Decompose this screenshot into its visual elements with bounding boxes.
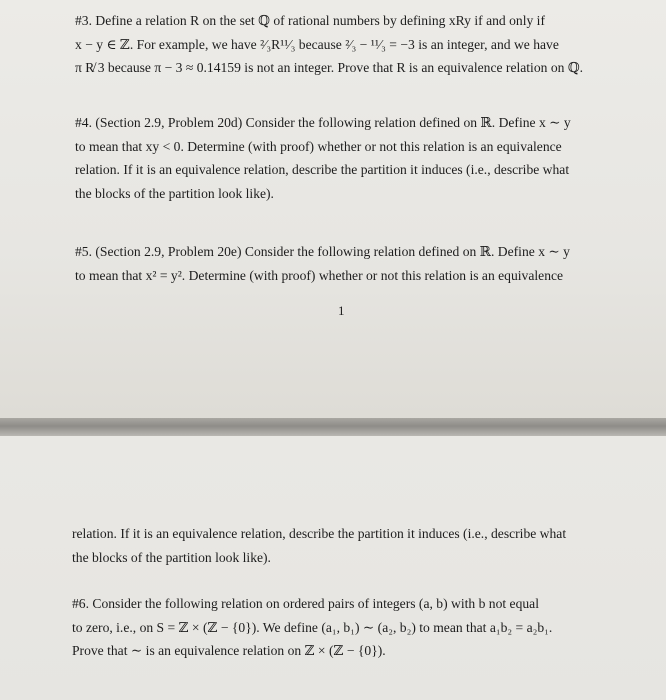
problem-6-line-3: Prove that ∼ is an equivalence relation on ℤ × (ℤ − {0}). bbox=[72, 643, 386, 658]
problem-4-line-1: #4. (Section 2.9, Problem 20d) Consider the following relation defined on ℝ. Define x ∼ y bbox=[75, 115, 571, 130]
problem-5-line-1: #5. (Section 2.9, Problem 20e) Consider the following relation defined on ℝ. Define x ∼ y bbox=[75, 244, 570, 259]
problem-4-line-3: relation. If it is an equivalence relation, describe the partition it induces (i.e., describe what bbox=[75, 162, 570, 177]
problem-5-line-2: to mean that x² = y². Determine (with proof) whether or not this relation is an equivalence bbox=[75, 267, 564, 283]
page-gap bbox=[0, 418, 666, 436]
problem-5-continued-line-1: relation. If it is an equivalence relation, describe the partition it induces (i.e., describe what bbox=[72, 526, 567, 541]
problem-4-line-2: to mean that xy < 0. Determine (with proof) whether or not this relation is an equivalence bbox=[75, 138, 562, 154]
problem-3-line-1: #3. Define a relation R on the set ℚ of rational numbers by defining xRy if and only if bbox=[75, 13, 545, 28]
problem-5-continued bbox=[72, 522, 566, 569]
problem-5-continued-line-2: the blocks of the partition look like). bbox=[72, 549, 271, 565]
problem-4 bbox=[75, 111, 571, 205]
page-number: 1 bbox=[338, 303, 345, 318]
document-page-bottom bbox=[0, 436, 666, 700]
problem-3 bbox=[75, 9, 583, 80]
problem-3-line-3: π R̸ 3 because π − 3 ≈ 0.14159 is not an integer. Prove that R is an equivalence relation on ℚ. bbox=[75, 60, 584, 75]
problem-5 bbox=[75, 240, 570, 287]
problem-6 bbox=[72, 592, 552, 663]
problem-3-line-2: x − y ∈ ℤ. For example, we have ²⁄₃R¹¹⁄₃ because ²⁄₃ − ¹¹⁄₃ = −3 is an integer, and we have bbox=[75, 36, 559, 52]
problem-4-line-4: the blocks of the partition look like). bbox=[75, 185, 274, 201]
problem-6-line-2: to zero, i.e., on S = ℤ × (ℤ − {0}). We define (a₁, b₁) ∼ (a₂, b₂) to mean that a₁b₂ = a₂b₁. bbox=[72, 619, 553, 635]
problem-6-line-1: #6. Consider the following relation on ordered pairs of integers (a, b) with b not equal bbox=[72, 596, 539, 611]
